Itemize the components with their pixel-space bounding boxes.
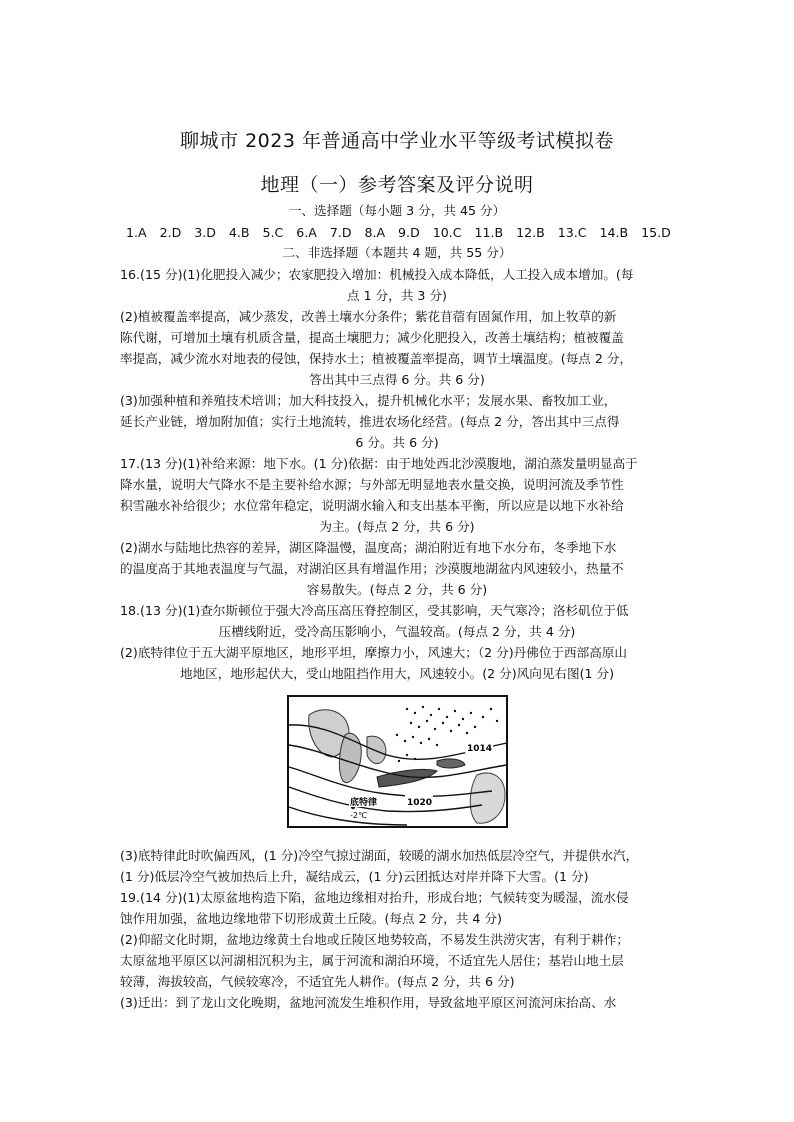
answer-line: 陈代谢，可增加土壤有机质含量，提高土壤肥力；减少化肥投入，改善土壤结构；植被覆盖 (120, 330, 624, 345)
answer-item: 8.A (364, 225, 386, 240)
answer-line: 容易散失。(每点 2 分，共 6 分) (306, 582, 488, 597)
answer-line: 16.(15 分)(1)化肥投入减少；农家肥投入增加：机械投入成本降低，人工投入成本增加。(每 (120, 267, 634, 282)
answer-item: 12.B (516, 225, 545, 240)
answer-line: 积雪融水补给很少；水位常年稳定，说明湖水输入和支出基本平衡，所以应是以地下水补给 (120, 498, 624, 513)
answer-item: 13.C (557, 225, 587, 240)
answer-line: (3)迁出：到了龙山文化晚期，盆地河流发生堆积作用，导致盆地平原区河流河床抬高、水 (120, 995, 617, 1010)
answer-key-row (126, 222, 671, 243)
answer-line: 地地区，地形起伏大，受山地阻挡作用大，风速较小。(2 分)风向见右图(1 分) (179, 666, 615, 681)
document-subtitle: 地理（一）参考答案及评分说明 (260, 174, 534, 196)
answer-item: 2.D (159, 225, 182, 240)
answer-item: 11.B (474, 225, 504, 240)
answer-line: (3)底特律此时吹偏西风，(1 分)冷空气掠过湖面，较暖的湖水加热低层冷空气，并提供水汽， (120, 848, 639, 863)
answer-line: 19.(14 分)(1)太原盆地构造下陷，盆地边缘相对抬升，形成台地；气候转变为暖湿，流水侵 (120, 890, 629, 905)
answer-line: 蚀作用加强，盆地边缘地带下切形成黄土丘陵。(每点 2 分，共 4 分) (120, 911, 502, 926)
answer-item: 5.C (262, 225, 284, 240)
answer-line: 延长产业链，增加附加值；实行土地流转，推进农场化经营。(每点 2 分，答出其中三点得 (120, 414, 620, 429)
answer-line: 的温度高于其地表温度与气温，对湖泊区具有增温作用；沙漠腹地湖盆内风速较小，热量不 (120, 561, 624, 576)
answer-line: (2)仰韶文化时期，盆地边缘黄土台地或丘陵区地势较高，不易发生洪涝灾害，有利于耕作； (120, 932, 629, 947)
answer-item: 3.D (194, 225, 216, 240)
section2-heading: 二、非选择题（本题共 4 题，共 55 分） (282, 245, 512, 260)
answer-line: 6 分。共 6 分) (355, 435, 439, 450)
answer-item: 1.A (126, 225, 147, 240)
answer-line: (2)湖水与陆地比热容的差异，湖区降温慢，温度高；湖泊附近有地下水分布，冬季地下水 (120, 540, 617, 555)
answer-line: 率提高，减少流水对地表的侵蚀，保持水土；植被覆盖率提高，调节土壤温度。(每点 2 分， (120, 351, 633, 366)
answer-line: 降水量，说明大气降水不是主要补给水源；与外部无明显地表水量交换，说明河流及季节性 (120, 477, 624, 492)
answer-line: 为主。(每点 2 分，共 6 分) (319, 519, 475, 534)
answer-line: (1 分)低层冷空气被加热后上升，凝结成云，(1 分)云团抵达对岸并降下大雪。(1 分) (120, 869, 589, 884)
answer-line: 17.(13 分)(1)补给来源：地下水。(1 分)依据：由于地处西北沙漠腹地，湖泊蒸发量明显高于 (120, 456, 638, 471)
answer-line: (2)植被覆盖率提高，减少蒸发，改善土壤水分条件；紫花苜蓿有固氮作用，加上牧草的新 (120, 309, 617, 324)
section1-heading: 一、选择题（每小题 3 分，共 45 分） (288, 203, 506, 218)
answer-line: (3)加强种植和养殖技术培训；加大科技投入，提升机械化水平；发展水果、畜牧加工业， (120, 393, 617, 408)
answer-item: 14.B (599, 225, 629, 240)
temperature-label: -2℃ (350, 811, 367, 820)
answer-line: 点 1 分，共 3 分) (347, 288, 447, 303)
answer-line: 较薄，海拔较高，气候较寒冷，不适宜先人耕作。(每点 2 分，共 6 分) (120, 974, 515, 989)
document-title: 聊城市 2023 年普通高中学业水平等级考试模拟卷 (180, 130, 614, 152)
answer-item: 10.C (432, 225, 462, 240)
answer-line: 太原盆地平原区以河湖相沉积为主，属于河流和湖泊环境，不适宜先人居住；基岩山地土层 (120, 953, 624, 968)
answer-item: 9.D (398, 225, 420, 240)
answer-item: 6.A (296, 225, 317, 240)
answer-line: 18.(13 分)(1)查尔斯顿位于强大冷高压高压脊控制区，受其影响，天气寒冷；洛杉矶位于低 (120, 603, 629, 618)
isobar-label-1020: 1020 (407, 798, 433, 808)
isobar-label-1014: 1014 (467, 744, 493, 754)
answer-line: 压槽线附近，受冷高压影响小，气温较高。(每点 2 分，共 4 分) (218, 624, 576, 639)
answer-line: (2)底特律位于五大湖平原地区，地形平坦，摩擦力小，风速大；（2 分)丹佛位于西部高原山 (120, 645, 628, 660)
city-label: 底特律 (350, 798, 378, 808)
answer-item: 7.D (329, 225, 352, 240)
answer-item: 15.D (641, 225, 671, 240)
answer-line: 答出其中三点得 6 分。共 6 分) (309, 372, 485, 387)
weather-map-figure (287, 695, 508, 828)
answer-item: 4.B (228, 225, 250, 240)
